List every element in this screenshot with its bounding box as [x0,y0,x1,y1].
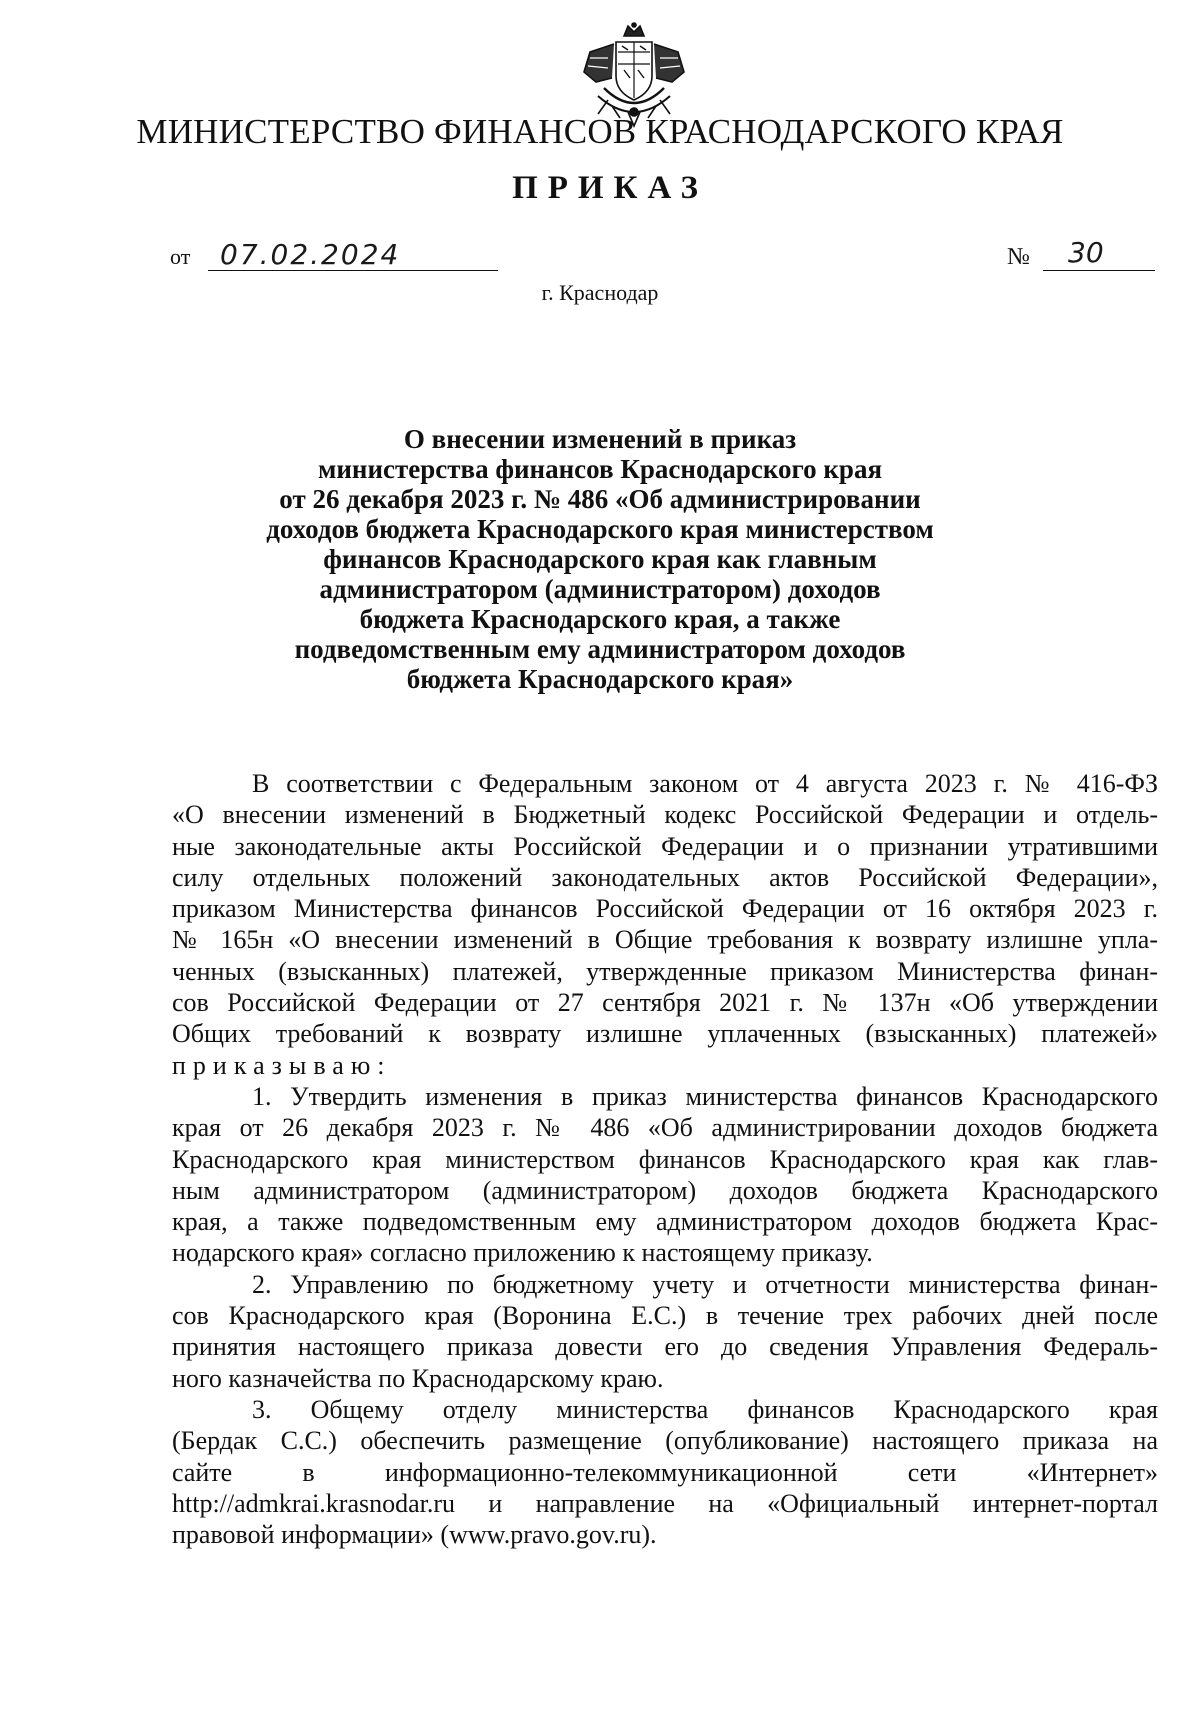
number-underline [1043,270,1155,271]
subject-line: финансов Краснодарского края как главным [323,544,877,574]
body-line: 1. Утвердить изменения в приказ министерства финансов Краснодарского [252,1081,1158,1111]
document-body [172,768,1158,1550]
subject-line: бюджета Краснодарского края» [406,664,794,694]
body-line: В соответствии с Федеральным законом от 4 августа 2023 г. № 416-ФЗ [252,769,1158,798]
body-line: ным администратором (администратором) доходов бюджета Краснодарского [172,1175,1158,1205]
body-line: № 165н «О внесении изменений в Общие требования к возврату излишне упла- [172,925,1158,955]
subject-line: министерства финансов Краснодарского края [317,454,883,484]
body-line: сайте в информационно-телекоммуникационной сети «Интернет» [172,1457,1158,1487]
ministry-name: МИНИСТЕРСТВО ФИНАНСОВ КРАСНОДАРСКОГО КРАЯ [136,112,1064,151]
body-line: «О внесении изменений в Бюджетный кодекс Российской Федерации и отдель- [172,800,1158,830]
document-subject [200,424,1000,694]
date-prefix: от [170,244,191,269]
body-line: нодарского края» согласно приложению к настоящему приказу. [172,1238,873,1268]
body-line: (Бердак С.С.) обеспечить размещение (опубликование) настоящего приказа на [172,1426,1158,1456]
body-line: Общих требований к возврату излишне уплаченных (взысканных) платежей» [172,1019,1158,1049]
subject-line: доходов бюджета Краснодарского края министерством [266,514,934,544]
subject-line: подведомственным ему администратором доходов [294,634,906,664]
body-line: края, а также подведомственным ему администратором доходов бюджета Крас- [172,1207,1158,1237]
item-2-paragraph [172,1269,1158,1394]
document-city: г. Краснодар [541,280,659,305]
body-line: края от 26 декабря 2023 г. № 486 «Об администрировании доходов бюджета [172,1113,1158,1143]
subject-line: бюджета Краснодарского края, а также [359,604,841,634]
body-line: Краснодарского края министерством финансов Краснодарского края как глав- [172,1144,1158,1174]
preamble-paragraph [172,768,1158,1081]
body-line: 3. Общему отделу министерства финансов Краснодарского края [252,1394,1158,1424]
body-line: http://admkrai.krasnodar.ru и направление на «Официальный интернет-портал [172,1488,1158,1518]
body-line: сов Российской Федерации от 27 сентября 2021 г. № 137н «Об утверждении [172,988,1158,1018]
body-line: правовой информации» (www.pravo.gov.ru). [172,1520,657,1550]
document-type: ПРИКАЗ [512,170,708,206]
subject-line: от 26 декабря 2023 г. № 486 «Об администрировании [279,484,921,514]
document-number: 30 [1068,236,1104,269]
body-line: принятия настоящего приказа довести его до сведения Управления Федераль- [172,1332,1158,1362]
body-line: приказом Министерства финансов Российской Федерации от 16 октября 2023 г. [172,894,1158,924]
subject-line: О внесении изменений в приказ [403,424,797,454]
item-3-paragraph [172,1394,1158,1550]
body-line: сов Краснодарского края (Воронина Е.С.) в течение трех рабочих дней после [172,1301,1158,1331]
document-date: 07.02.2024 [220,238,401,271]
body-line: ного казначейства по Краснодарскому краю. [172,1363,664,1393]
subject-line: администратором (администратором) доходов [319,574,881,604]
body-line: силу отдельных положений законодательных актов Российской Федерации», [172,862,1158,892]
body-line: 2. Управлению по бюджетному учету и отчетности министерства финан- [252,1269,1158,1299]
number-label: № [1007,244,1030,270]
body-line: ченных (взысканных) платежей, утвержденные приказом Министерства финан- [172,956,1158,986]
order-word: приказываю: [172,1050,392,1080]
body-line: ные законодательные акты Российской Федерации и о признании утратившими [172,831,1158,861]
item-1-paragraph [172,1081,1158,1269]
